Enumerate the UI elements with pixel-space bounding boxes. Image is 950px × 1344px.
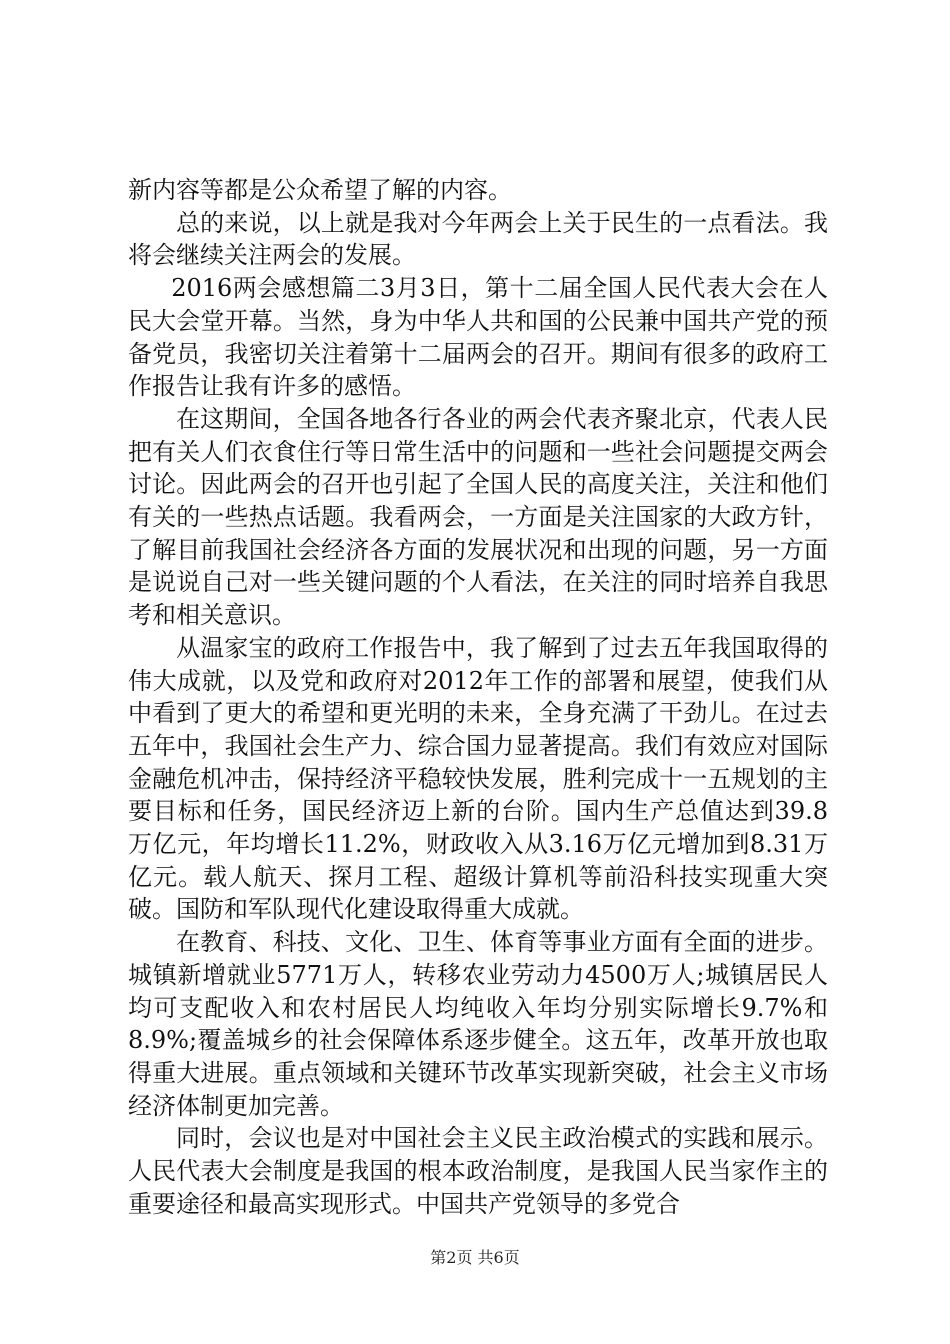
paragraph: 在这期间，全国各地各行各业的两会代表齐聚北京，代表人民把有关人们衣食住行等日常生活中的问题和一些社会问题提交两会讨论。因此两会的召开也引起了全国人民的高度关注，关注和他们有关的一些热点话题。我看两会，一方面是关注国家的大政方针，了解目前我国社会经济各方面的发展状况和出现的问题，另一方面是说说自己对一些关键问题的个人看法，在关注的同时培养自我思考和相关意识。 [128,404,828,630]
paragraph-continuation: 新内容等都是公众希望了解的内容。 [128,176,512,204]
page-number-footer: 第2页 共6页 [430,1248,520,1267]
paragraph: 在教育、科技、文化、卫生、体育等事业方面有全面的进步。城镇新增就业5771万人，转移农业劳动力4500万人;城镇居民人均可支配收入和农村居民人均纯收入年均分别实际增长9.7%和8.9%;覆盖城乡的社会保障体系逐步健全。这五年，改革开放也取得重大进展。重点领域和关键环节改革实现新突破，社会主义市场经济体制更加完善。 [128,928,828,1120]
paragraph: 同时，会议也是对中国社会主义民主政治模式的实践和展示。人民代表大会制度是我国的根本政治制度，是我国人民当家作主的重要途径和最高实现形式。中国共产党领导的多党合 [128,1124,828,1218]
document-body [128,174,828,1221]
paragraph: 总的来说，以上就是我对今年两会上关于民生的一点看法。我将会继续关注两会的发展。 [128,208,828,270]
paragraph: 从温家宝的政府工作报告中，我了解到了过去五年我国取得的伟大成就，以及党和政府对2012年工作的部署和展望，使我们从中看到了更大的希望和更光明的未来，全身充满了干劲儿。在过去五年中，我国社会生产力、综合国力显著提高。我们有效应对国际金融危机冲击，保持经济平稳较快发展，胜利完成十一五规划的主要目标和任务，国民经济迈上新的台阶。国内生产总值达到39.8万亿元，年均增长11.2%，财政收入从3.16万亿元增加到8.31万亿元。载人航天、探月工程、超级计算机等前沿科技实现重大突破。国防和军队现代化建设取得重大成就。 [128,633,828,924]
paragraph: 2016两会感想篇二3月3日，第十二届全国人民代表大会在人民大会堂开幕。当然，身为中华人共和国的公民兼中国共产党的预备党员，我密切关注着第十二届两会的召开。期间有很多的政府工作报告让我有许多的感悟。 [128,274,828,401]
